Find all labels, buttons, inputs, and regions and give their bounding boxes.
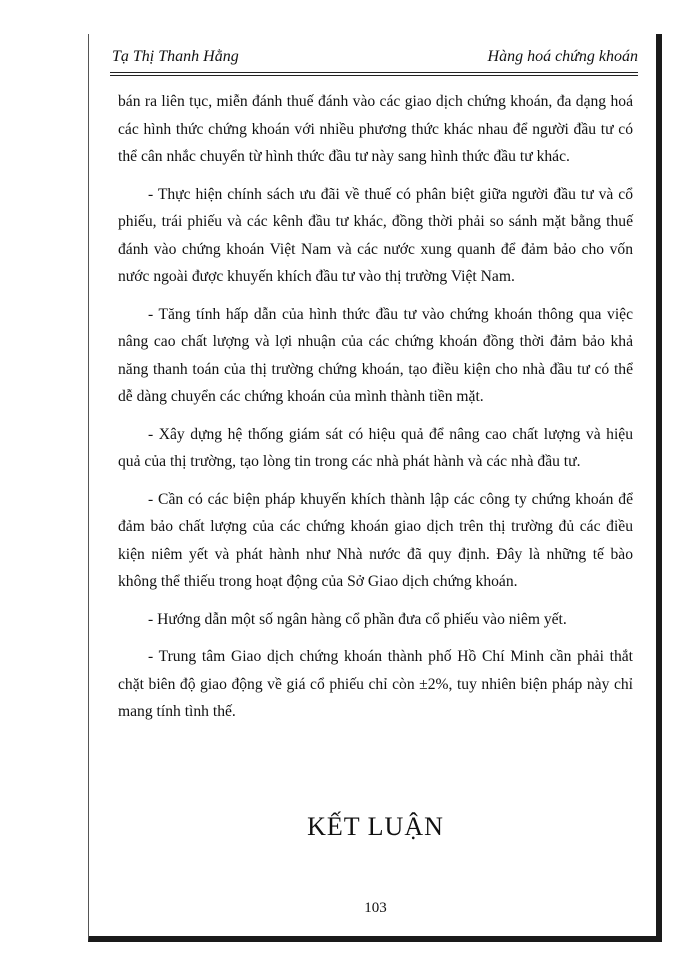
paragraph-continuation: bán ra liên tục, miễn đánh thuế đánh vào các giao dịch chứng khoán, đa dạng hoá các hình thức chứng khoán với nhiều phương thức khác nhau để người đầu tư có thể cân nhắc chuyển từ hình thức đầu tư này sang hình thức đầu tư khác. bbox=[118, 93, 633, 165]
header-rule bbox=[110, 72, 638, 76]
header-topic: Hàng hoá chứng khoán bbox=[487, 48, 638, 65]
section-title: KẾT LUẬN bbox=[307, 812, 444, 841]
paragraph-supervision: - Xây dựng hệ thống giám sát có hiệu quả để nâng cao chất lượng và hiệu quả của thị trường, tạo lòng tin trong các nhà phát hành và các nhà đầu tư. bbox=[118, 425, 633, 470]
page-number: 103 bbox=[364, 900, 387, 916]
paragraph-price-band: - Trung tâm Giao dịch chứng khoán thành phố Hồ Chí Minh cần phải thắt chặt biên độ giao động về giá cổ phiếu chỉ còn ±2%, tuy nhiên biện pháp này chỉ mang tính tình thế. bbox=[118, 648, 633, 720]
running-header bbox=[108, 44, 638, 72]
header-author: Tạ Thị Thanh Hằng bbox=[112, 48, 239, 65]
paragraph-bank-listing: - Hướng dẫn một số ngân hàng cổ phần đưa cổ phiếu vào niêm yết. bbox=[148, 610, 567, 628]
paragraph-tax-policy: - Thực hiện chính sách ưu đãi về thuế có phân biệt giữa người đầu tư và cổ phiếu, trái phiếu và các kênh đầu tư khác, đồng thời phải so sánh mặt bằng thuế đánh vào chứng khoán Việt Nam và các nước xung quanh để đảm bảo cho vốn nước ngoài được khuyến khích đầu tư vào thị trường Việt Nam. bbox=[118, 185, 633, 285]
body-text bbox=[118, 88, 633, 736]
paragraph-securities-companies: - Cần có các biện pháp khuyến khích thành lập các công ty chứng khoán để đảm bảo chất lượng của các chứng khoán giao dịch trên thị trường đủ các điều kiện niêm yết và phát hành như Nhà nước đã quy định. Đây là những tế bào không thể thiếu trong hoạt động của Sở Giao dịch chứng khoán. bbox=[118, 490, 633, 590]
paragraph-attractiveness: - Tăng tính hấp dẫn của hình thức đầu tư vào chứng khoán thông qua việc nâng cao chất lượng và lợi nhuận của các chứng khoán đồng thời đảm bảo khả năng thanh toán của thị trường chứng khoán, tạo điều kiện cho nhà đầu tư có thể dễ dàng chuyển các chứng khoán của mình thành tiền mặt. bbox=[118, 305, 633, 405]
